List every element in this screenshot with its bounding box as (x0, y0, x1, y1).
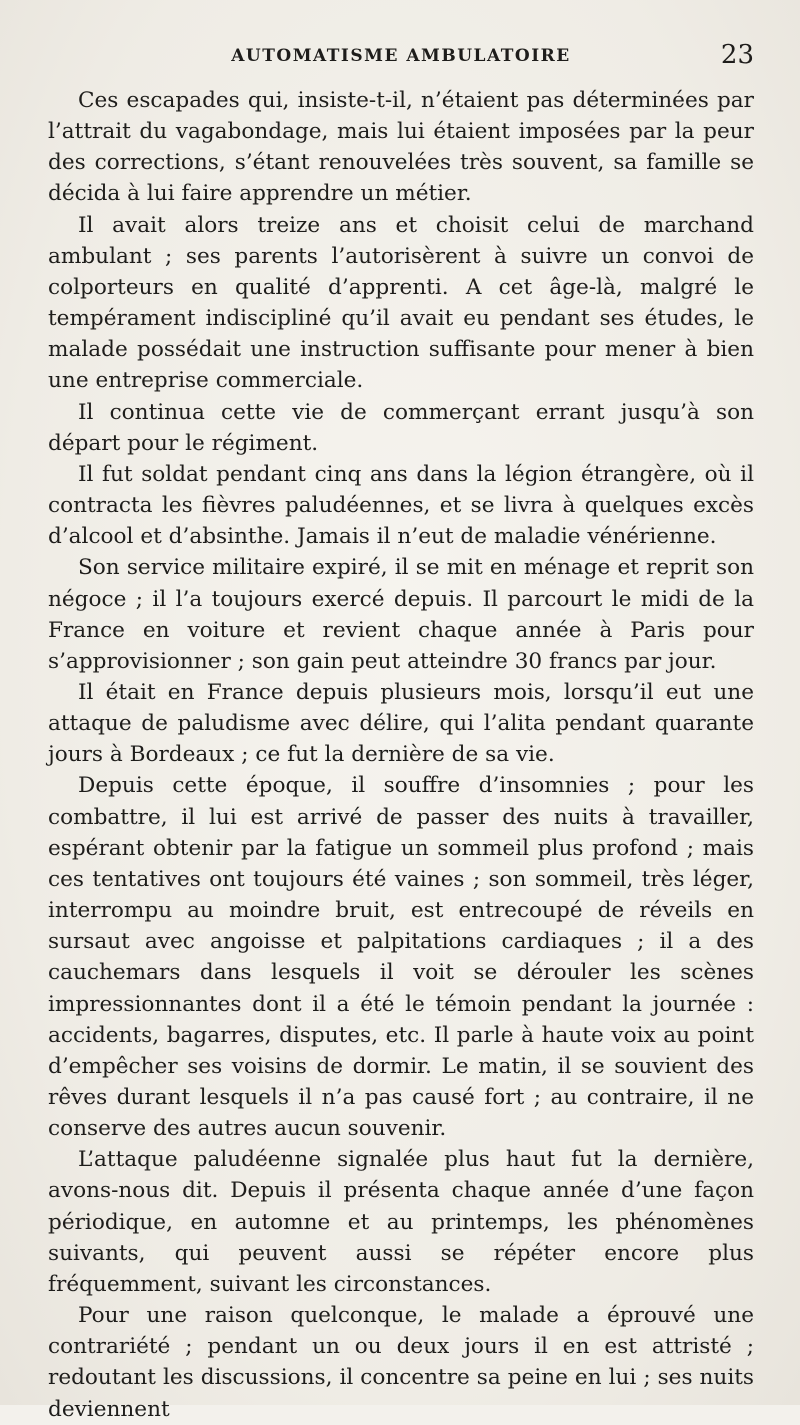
paragraph: Il avait alors treize ans et choisit celui de marchand ambulant ; ses parents l’autorisèrent à suivre un convoi de colporteurs en qualité d’apprenti. A cet âge-là, malgré le tempérament indiscipliné qu’il avait eu pendant ses études, le malade possédait une instruction suffisante pour mener à bien une entreprise commerciale. (48, 212, 754, 394)
body-text (48, 85, 754, 1425)
paragraph: Son service militaire expiré, il se mit en ménage et reprit son négoce ; il l’a toujours exercé depuis. Il parcourt le midi de la France en voiture et revient chaque année à Paris pour s’approvisionner ; son gain peut atteindre 30 francs par jour. (48, 555, 754, 674)
paragraph: Ces escapades qui, insiste-t-il, n’étaient pas déterminées par l’attrait du vagabondage, mais lui étaient imposées par la peur des corrections, s’étant renouvelées très souvent, sa famille se décida à lui faire apprendre un métier. (48, 88, 754, 207)
paragraph: Il continua cette vie de commerçant errant jusqu’à son départ pour le régiment. (48, 399, 754, 456)
paragraph: Il fut soldat pendant cinq ans dans la légion étrangère, où il contracta les fièvres paludéennes, et se livra à quelques excès d’alcool et d’absinthe. Jamais il n’eut de maladie vénérienne. (48, 461, 754, 550)
paragraph: L’attaque paludéenne signalée plus haut fut la dernière, avons-nous dit. Depuis il présenta chaque année d’une façon périodique, en automne et au printemps, les phénomènes suivants, qui peuvent aussi se répéter encore plus fréquemment, suivant les circonstances. (48, 1147, 754, 1297)
paragraph: Pour une raison quelconque, le malade a éprouvé une contrariété ; pendant un ou deux jours il en est attristé ; redoutant les discussions, il concentre sa peine en lui ; ses nuits deviennent (48, 1303, 754, 1422)
running-title: AUTOMATISME AMBULATOIRE (231, 46, 571, 66)
page-number: 23 (720, 40, 754, 70)
paragraph: Depuis cette époque, il souffre d’insomnies ; pour les combattre, il lui est arrivé de passer des nuits à travailler, espérant obtenir par la fatigue un sommeil plus profond ; mais ces tentatives ont toujours été vaines ; son sommeil, très léger, interrompu au moindre bruit, est entrecoupé de réveils en sursaut avec angoisse et palpitations cardiaques ; il a des cauchemars dans lesquels il voit se dérouler les scènes impressionnantes dont il a été le témoin pendant la journée : accidents, bagarres, disputes, etc. Il parle à haute voix au point d’empêcher ses voisins de dormir. Le matin, il se souvient des rêves durant lesquels il n’a pas causé fort ; au contraire, il ne conserve des autres aucun souvenir. (48, 773, 754, 1142)
page-header (48, 40, 754, 76)
paragraph: Il était en France depuis plusieurs mois, lorsqu’il eut une attaque de paludisme avec délire, qui l’alita pendant quarante jours à Bordeaux ; ce fut la dernière de sa vie. (48, 679, 754, 768)
